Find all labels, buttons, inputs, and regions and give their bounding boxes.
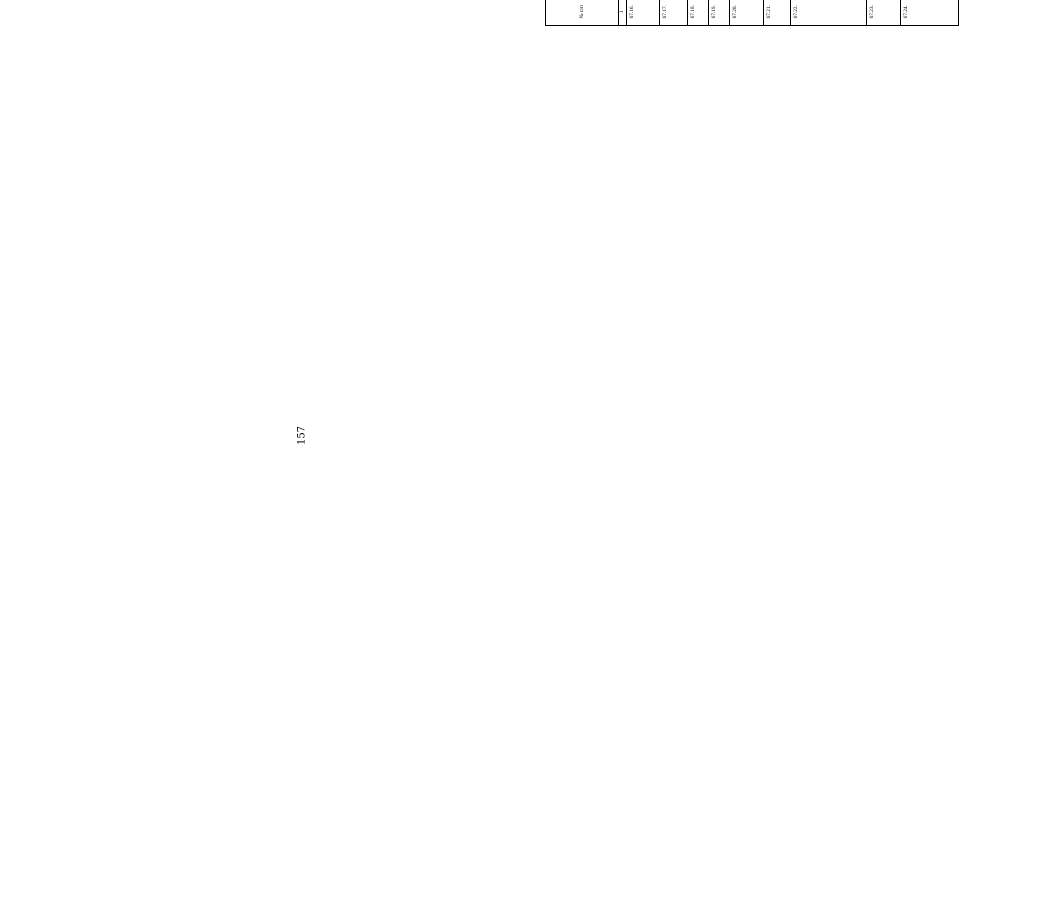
row-number: 67.18. [687,0,708,26]
table-row [763,0,790,26]
row-number: 67.19. [709,0,730,26]
table-body [627,0,959,26]
table-row [791,0,867,26]
rotated-table-container [545,0,1057,26]
table-row [660,0,687,26]
table-row [687,0,708,26]
header-row [546,0,619,26]
header-cell: № п/п [546,0,619,26]
repair-plan-table [545,0,959,26]
row-number: 67.20. [730,0,763,26]
row-number: 67.16. [627,0,660,26]
table-row [730,0,763,26]
table-row [627,0,660,26]
table-row [900,0,958,26]
row-number: 67.23. [867,0,900,26]
row-number: 67.21. [763,0,790,26]
table-row [709,0,730,26]
table-row [867,0,900,26]
row-number: 67.24. [900,0,958,26]
column-index: 1 [619,0,627,26]
row-number: 67.17. [660,0,687,26]
row-number: 67.22. [791,0,867,26]
column-index-row [619,0,627,26]
page-number: 157 [296,425,308,446]
